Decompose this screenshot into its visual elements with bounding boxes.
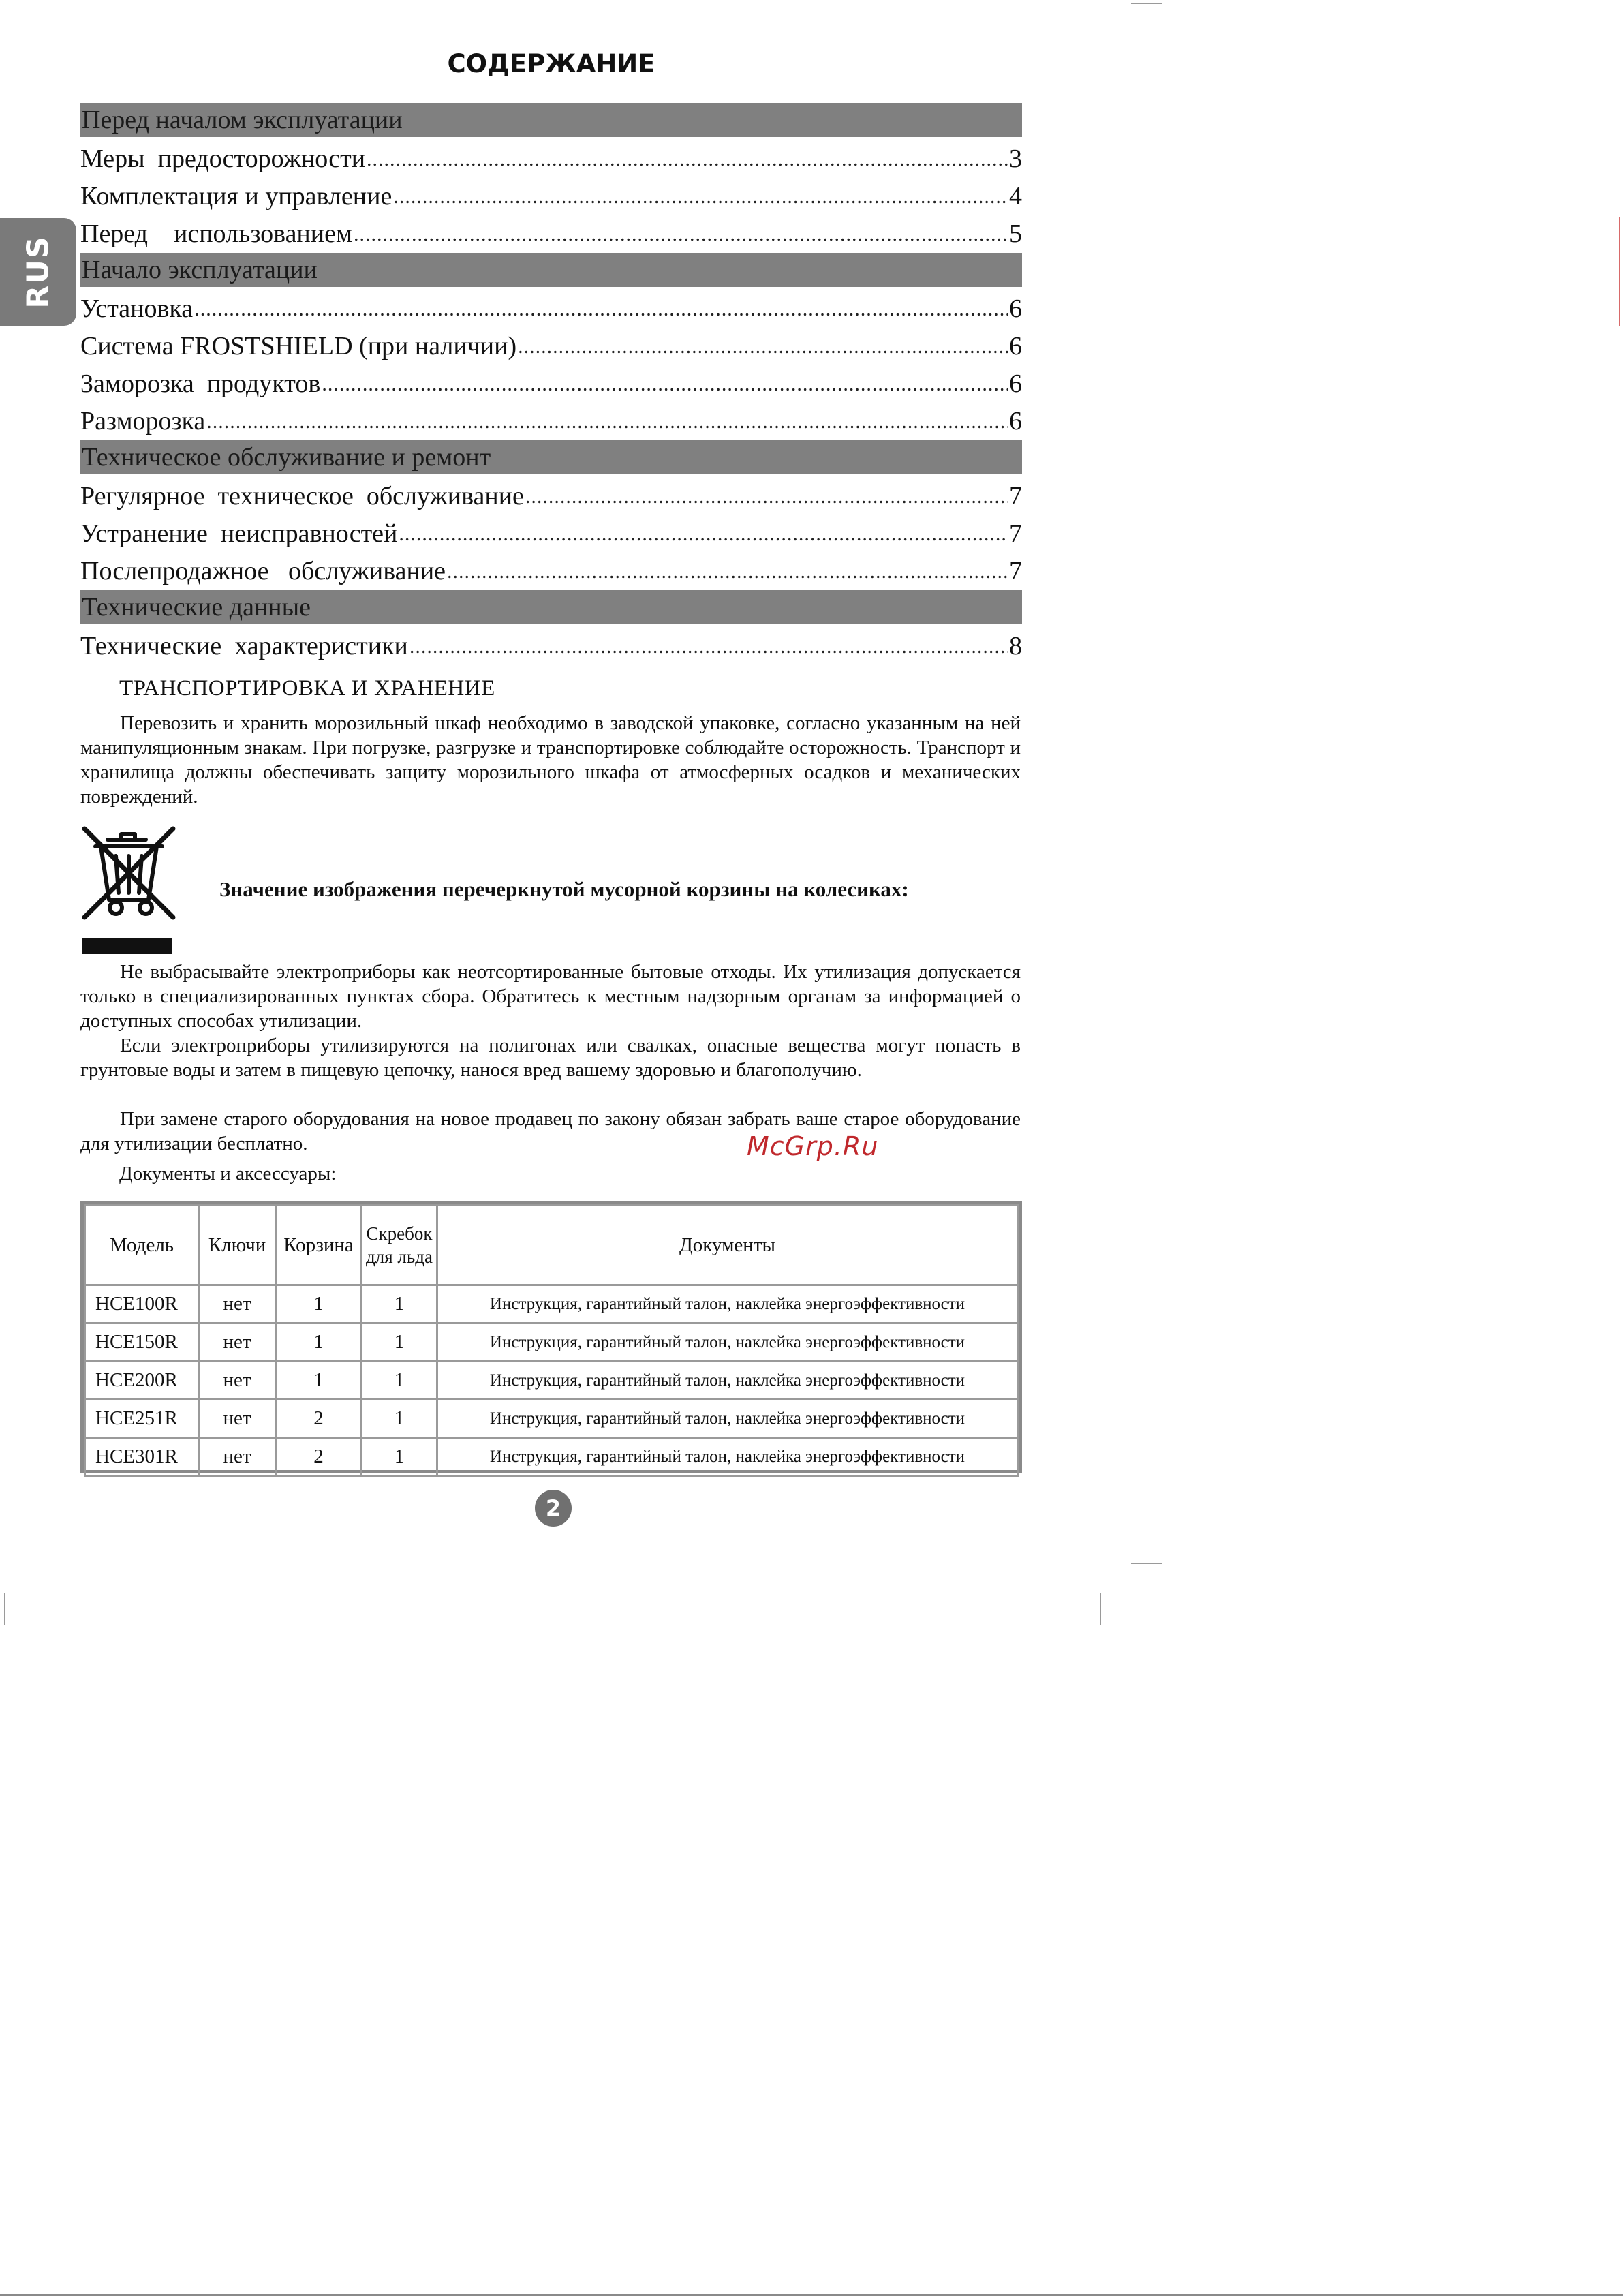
toc-entry-label: Устранение неисправностей [80, 519, 398, 548]
toc-dot-leader [409, 628, 1008, 665]
toc-entry[interactable] [80, 215, 1022, 253]
cell-keys: нет [199, 1362, 276, 1400]
toc-page-number: 5 [1009, 219, 1022, 248]
cell-basket: 2 [276, 1400, 362, 1438]
cell-ice-scraper: 1 [362, 1438, 437, 1476]
toc-dot-leader [447, 553, 1008, 590]
toc-entry-label: Система FROSTSHIELD (при наличии) [80, 332, 517, 361]
table-row [85, 1323, 1018, 1362]
cell-model: HCE200R [85, 1362, 199, 1400]
cell-documents: Инструкция, гарантийный талон, наклейка энергоэффективности [437, 1400, 1018, 1438]
documents-table-frame [80, 1201, 1022, 1473]
toc-entry-label: Установка [80, 294, 194, 323]
transport-paragraph: Перевозить и хранить морозильный шкаф необходимо в заводской упаковке, согласно указанным на ней манипуляционным знакам. При погрузке, разгрузке и транспортировке соблюдайте осторожность. Транспорт и хранилища должны обеспечивать защиту морозильного шкафа от атмосферных осадков и механических повреждений. [80, 712, 1021, 808]
cell-ice-scraper: 1 [362, 1362, 437, 1400]
toc-dot-leader [354, 215, 1008, 253]
watermark-link[interactable]: McGrp.Ru [747, 1131, 879, 1161]
table-of-contents [80, 103, 1022, 665]
cell-keys: нет [199, 1323, 276, 1362]
toc-entry[interactable] [80, 140, 1022, 178]
table-row [85, 1438, 1018, 1476]
cell-ice-scraper: 1 [362, 1400, 437, 1438]
cell-ice-scraper: 1 [362, 1323, 437, 1362]
weee-paragraph-3: При замене старого оборудования на новое продавец по закону обязан забрать ваше старое оборудование для утилизации бесплатно. [80, 1108, 1021, 1154]
toc-dot-leader [367, 140, 1008, 178]
cell-model: HCE301R [85, 1438, 199, 1476]
cell-documents: Инструкция, гарантийный талон, наклейка энергоэффективности [437, 1285, 1018, 1323]
toc-page-number: 6 [1009, 369, 1022, 398]
cell-documents: Инструкция, гарантийный талон, наклейка энергоэффективности [437, 1362, 1018, 1400]
cell-keys: нет [199, 1438, 276, 1476]
crop-mark [1131, 3, 1162, 4]
documents-caption: Документы и аксессуары: [119, 1163, 337, 1184]
page-number: 2 [535, 1490, 572, 1527]
crop-mark [1619, 217, 1620, 326]
toc-page-number: 7 [1009, 557, 1022, 585]
table-header-row [85, 1206, 1018, 1285]
toc-page-number: 4 [1009, 182, 1022, 211]
toc-section-header: Перед началом эксплуатации [80, 103, 1022, 137]
toc-entry-label: Заморозка продуктов [80, 369, 321, 398]
page-title: СОДЕРЖАНИЕ [447, 49, 655, 78]
toc-entry-label: Комплектация и управление [80, 182, 392, 211]
cell-keys: нет [199, 1400, 276, 1438]
documents-table [84, 1204, 1019, 1477]
header-basket: Корзина [276, 1206, 362, 1285]
cell-model: HCE150R [85, 1323, 199, 1362]
cell-ice-scraper: 1 [362, 1285, 437, 1323]
weee-paragraph-2: Если электроприборы утилизируются на полигонах или свалках, опасные вещества могут попасть в грунтовые воды и затем в пищевую цепочку, нанося вред вашему здоровью и благополучию. [80, 1035, 1021, 1081]
toc-entry[interactable] [80, 290, 1022, 328]
cell-basket: 1 [276, 1362, 362, 1400]
cell-model: HCE251R [85, 1400, 199, 1438]
cell-basket: 2 [276, 1438, 362, 1476]
toc-entry[interactable] [80, 403, 1022, 440]
toc-page-number: 7 [1009, 482, 1022, 510]
toc-dot-leader [399, 515, 1008, 553]
table-row [85, 1362, 1018, 1400]
crop-mark [1131, 1563, 1162, 1564]
cell-documents: Инструкция, гарантийный талон, наклейка энергоэффективности [437, 1438, 1018, 1476]
toc-entry-label: Регулярное техническое обслуживание [80, 482, 524, 510]
toc-page-number: 6 [1009, 332, 1022, 361]
toc-section-header: Технические данные [80, 590, 1022, 624]
toc-entry[interactable] [80, 515, 1022, 553]
header-model: Модель [85, 1206, 199, 1285]
crop-mark [1100, 1593, 1101, 1625]
toc-entry-label: Перед использованием [80, 219, 353, 248]
toc-entry[interactable] [80, 553, 1022, 590]
table-row [85, 1400, 1018, 1438]
header-keys: Ключи [199, 1206, 276, 1285]
toc-entry-label: Послепродажное обслуживание [80, 557, 446, 585]
crop-mark [4, 1593, 5, 1625]
cell-documents: Инструкция, гарантийный талон, наклейка энергоэффективности [437, 1323, 1018, 1362]
toc-entry[interactable] [80, 628, 1022, 665]
cell-basket: 1 [276, 1323, 362, 1362]
toc-page-number: 8 [1009, 632, 1022, 660]
transport-heading: ТРАНСПОРТИРОВКА И ХРАНЕНИЕ [119, 676, 495, 701]
toc-dot-leader [518, 328, 1008, 365]
toc-dot-leader [393, 178, 1008, 215]
toc-section-header: Техническое обслуживание и ремонт [80, 440, 1022, 474]
toc-entry[interactable] [80, 178, 1022, 215]
toc-entry[interactable] [80, 328, 1022, 365]
toc-entry-label: Разморозка [80, 407, 206, 435]
weee-paragraph-1: Не выбрасывайте электроприборы как неотсортированные бытовые отходы. Их утилизация допускается только в специализированных пунктах сбора. Обратитесь к местным надзорным органам за информацией о доступных способах утилизации. [80, 961, 1021, 1032]
toc-page-number: 3 [1009, 144, 1022, 173]
toc-entry-label: Меры предосторожности [80, 144, 366, 173]
toc-dot-leader [525, 478, 1008, 515]
toc-page-number: 6 [1009, 407, 1022, 435]
table-row [85, 1285, 1018, 1323]
language-tab-label: RUS [20, 235, 56, 309]
header-ice-scraper: Скребок для льда [362, 1206, 437, 1285]
toc-dot-leader [194, 290, 1008, 328]
toc-entry[interactable] [80, 478, 1022, 515]
toc-entry-label: Технические характеристики [80, 632, 408, 660]
cell-keys: нет [199, 1285, 276, 1323]
toc-entry[interactable] [80, 365, 1022, 403]
crossed-out-wheelie-bin-icon [80, 826, 177, 955]
toc-page-number: 7 [1009, 519, 1022, 548]
toc-dot-leader [206, 403, 1008, 440]
weee-caption: Значение изображения перечеркнутой мусорной корзины на колесиках: [219, 877, 909, 901]
toc-section-header: Начало эксплуатации [80, 253, 1022, 287]
header-documents: Документы [437, 1206, 1018, 1285]
cell-basket: 1 [276, 1285, 362, 1323]
cell-model: HCE100R [85, 1285, 199, 1323]
toc-page-number: 6 [1009, 294, 1022, 323]
language-tab [0, 218, 76, 326]
toc-dot-leader [322, 365, 1008, 403]
